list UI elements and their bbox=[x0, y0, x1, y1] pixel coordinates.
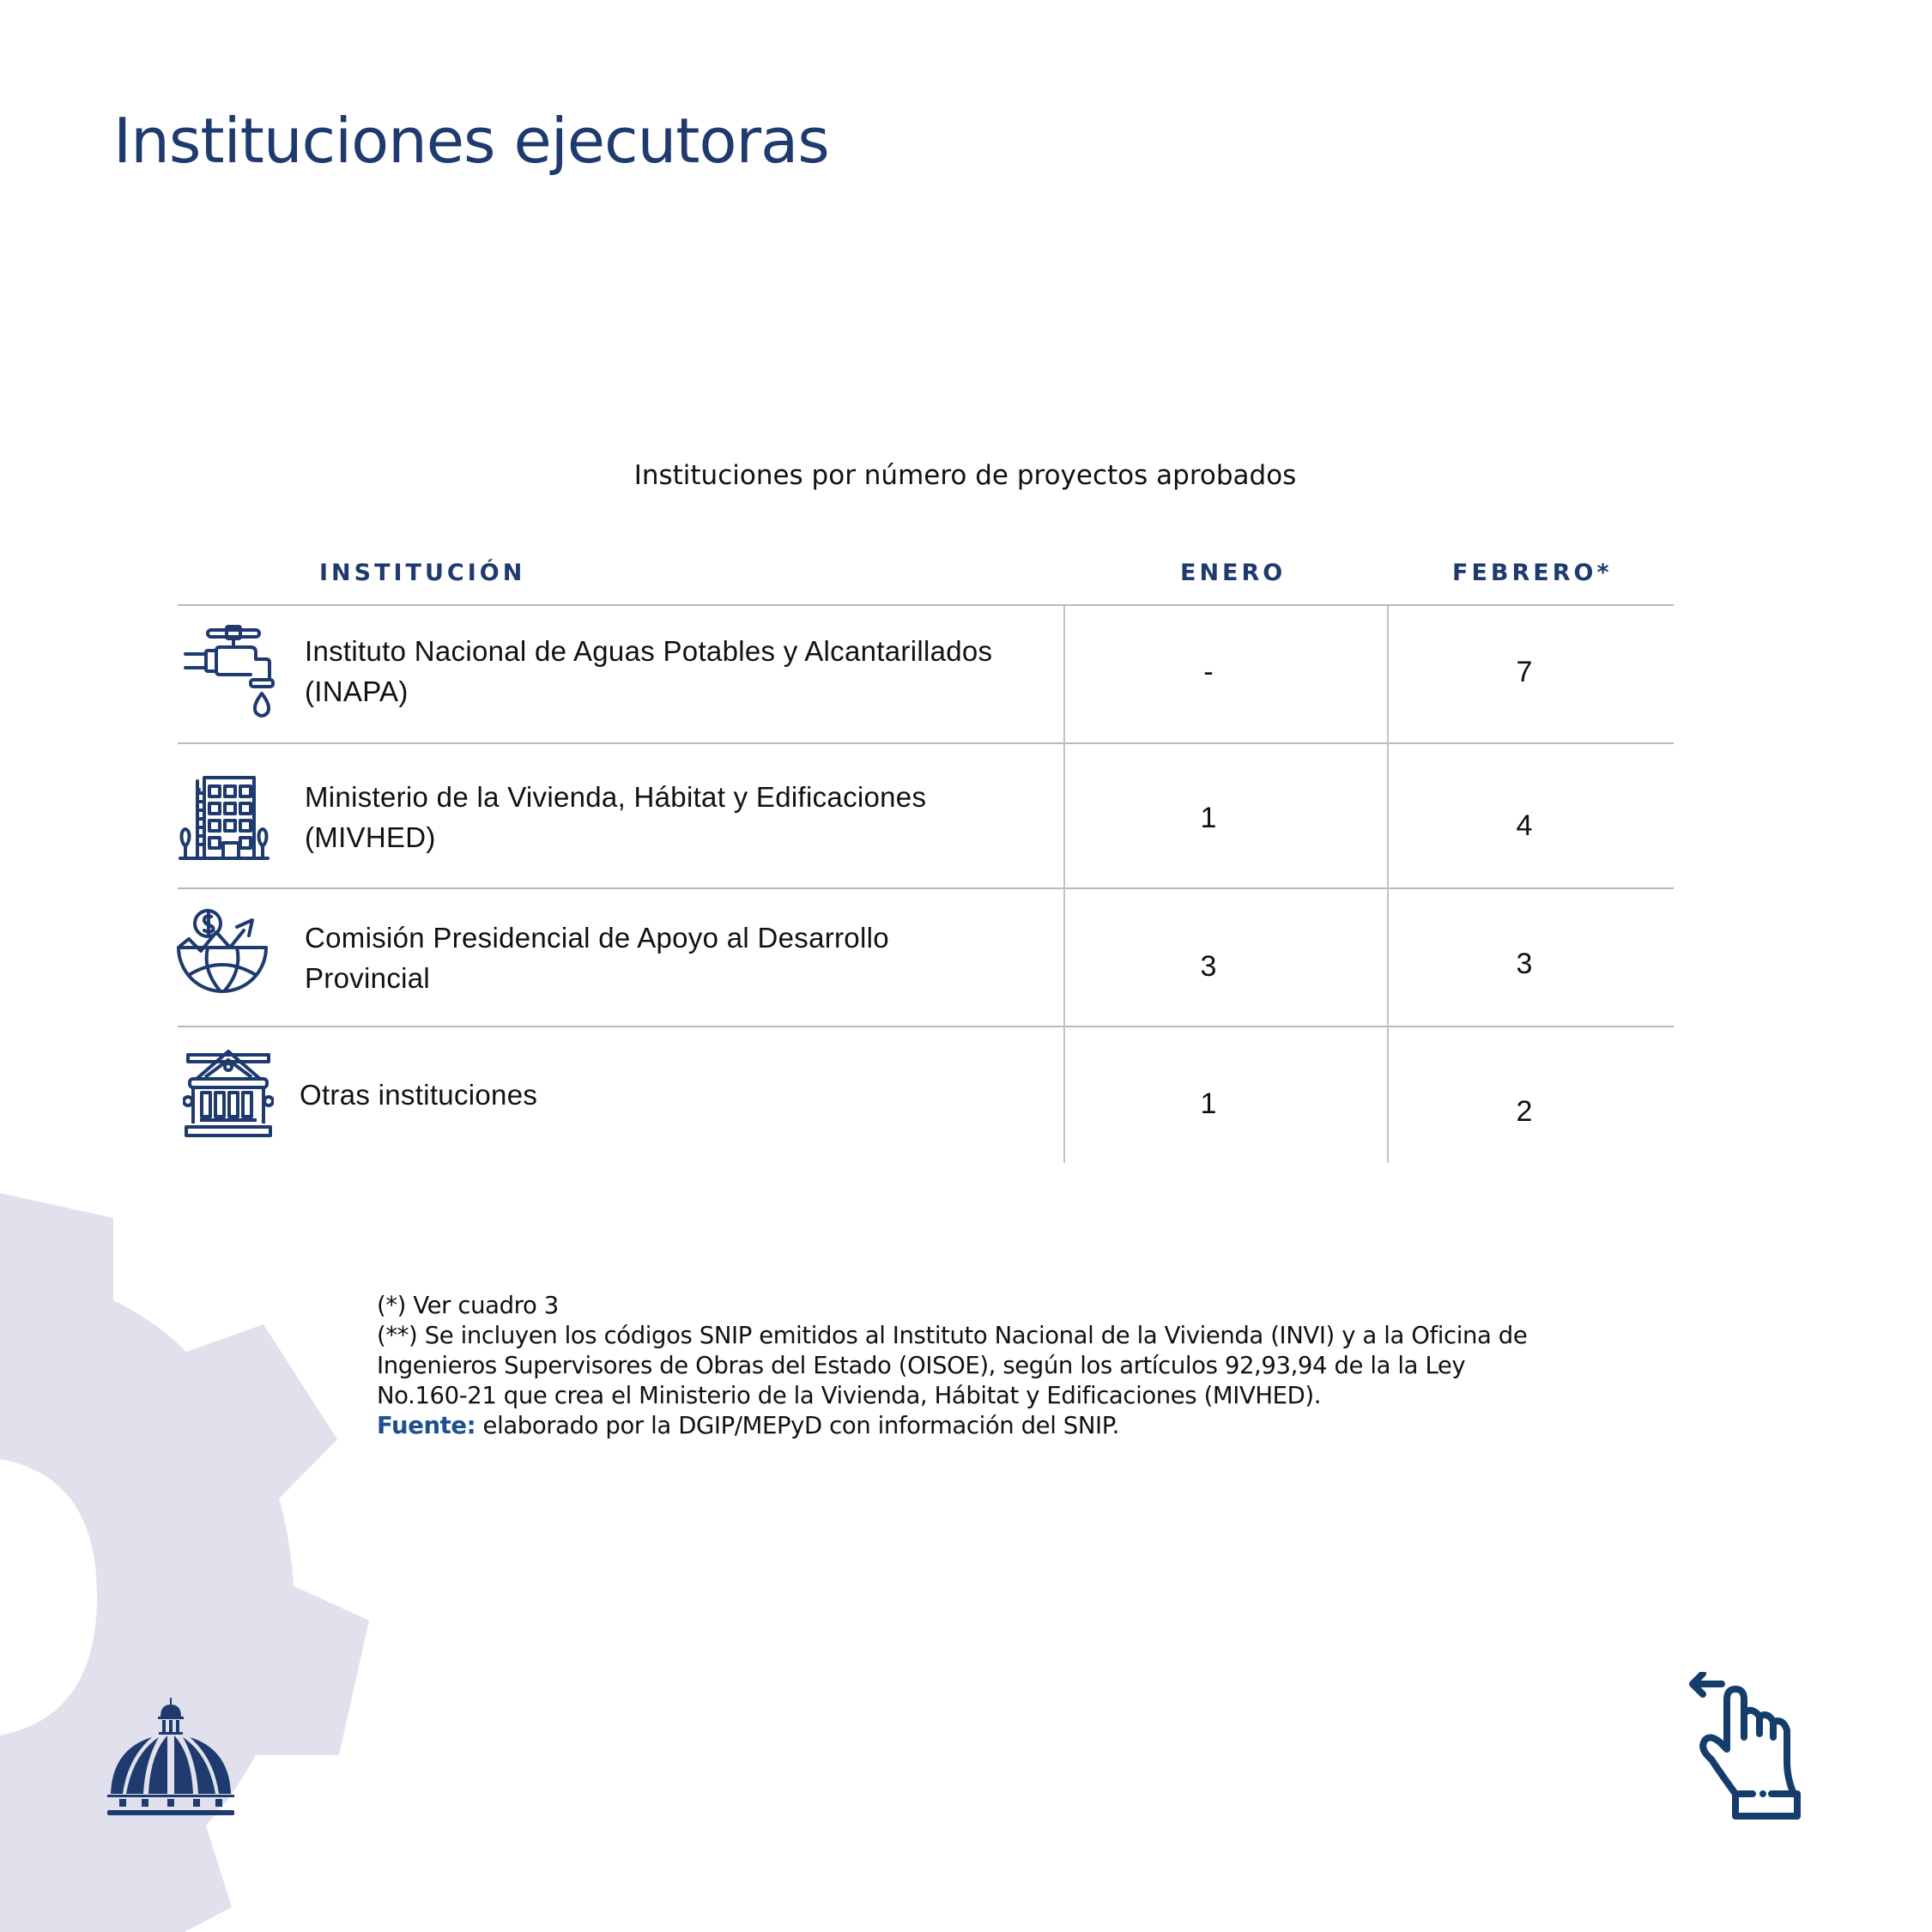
row-divider bbox=[178, 742, 1674, 744]
apartment-building-icon bbox=[179, 772, 270, 862]
government-building-icon bbox=[183, 1048, 274, 1139]
source-text: elaborado por la DGIP/MEPyD con información del SNIP. bbox=[475, 1412, 1119, 1439]
institution-name bbox=[305, 777, 926, 857]
institution-name-line1: Ministerio de la Vivienda, Hábitat y Edificaciones bbox=[305, 781, 927, 813]
table-caption bbox=[0, 460, 1932, 491]
footnote-2-line3: No.160-21 que crea el Ministerio de la Vivienda, Hábitat y Edificaciones (MIVHED). bbox=[377, 1382, 1322, 1409]
institution-name-line2: (MIVHED) bbox=[305, 821, 436, 853]
value-enero: 3 bbox=[1200, 950, 1217, 983]
institution-name bbox=[305, 631, 992, 712]
column-header-enero: ENERO bbox=[1180, 560, 1287, 586]
value-enero: 1 bbox=[1200, 802, 1217, 834]
column-divider bbox=[1387, 606, 1389, 1163]
value-febrero: 3 bbox=[1516, 948, 1533, 980]
column-header-febrero: FEBRERO* bbox=[1452, 560, 1613, 586]
source-label: Fuente: bbox=[377, 1412, 476, 1439]
value-febrero: 7 bbox=[1516, 656, 1533, 688]
value-febrero: 4 bbox=[1516, 809, 1533, 842]
global-growth-icon bbox=[177, 906, 268, 996]
institution-name-line2: Provincial bbox=[305, 962, 431, 994]
value-enero: - bbox=[1203, 656, 1214, 688]
institution-name bbox=[305, 918, 889, 998]
value-enero: 1 bbox=[1200, 1087, 1217, 1120]
column-header-institution: INSTITUCIÓN bbox=[319, 560, 526, 586]
footnote-1: (*) Ver cuadro 3 bbox=[377, 1292, 559, 1319]
footnote-2-line2: Ingenieros Supervisores de Obras del Estado (OISOE), según los artículos 92,93,94 de la la Ley bbox=[377, 1352, 1466, 1379]
institution-name-line1: Comisión Presidencial de Apoyo al Desarrollo bbox=[305, 922, 889, 954]
footnotes bbox=[377, 1291, 1527, 1441]
table-caption-text: Instituciones por número de proyectos aprobados bbox=[633, 460, 1297, 491]
palace-dome-logo bbox=[107, 1698, 236, 1818]
page-title: Instituciones ejecutoras bbox=[113, 105, 829, 177]
institution-name-line1: Instituto Nacional de Aguas Potables y Alcantarillados bbox=[305, 635, 993, 667]
row-divider bbox=[178, 887, 1674, 889]
footnote-2-line1: (**) Se incluyen los códigos SNIP emitidos al Instituto Nacional de la Vivienda (INVI) y a la Oficina de bbox=[377, 1322, 1528, 1349]
column-divider bbox=[1063, 606, 1065, 1163]
table-header-divider bbox=[178, 604, 1674, 606]
water-faucet-icon bbox=[184, 625, 278, 721]
source-note bbox=[377, 1411, 1527, 1441]
institution-name bbox=[300, 1075, 537, 1115]
institution-name-line1: Otras instituciones bbox=[300, 1079, 538, 1111]
row-divider bbox=[178, 1026, 1674, 1027]
institution-name-line2: (INAPA) bbox=[305, 675, 409, 707]
swipe-left-hand-icon[interactable] bbox=[1687, 1672, 1804, 1823]
value-febrero: 2 bbox=[1516, 1095, 1533, 1128]
